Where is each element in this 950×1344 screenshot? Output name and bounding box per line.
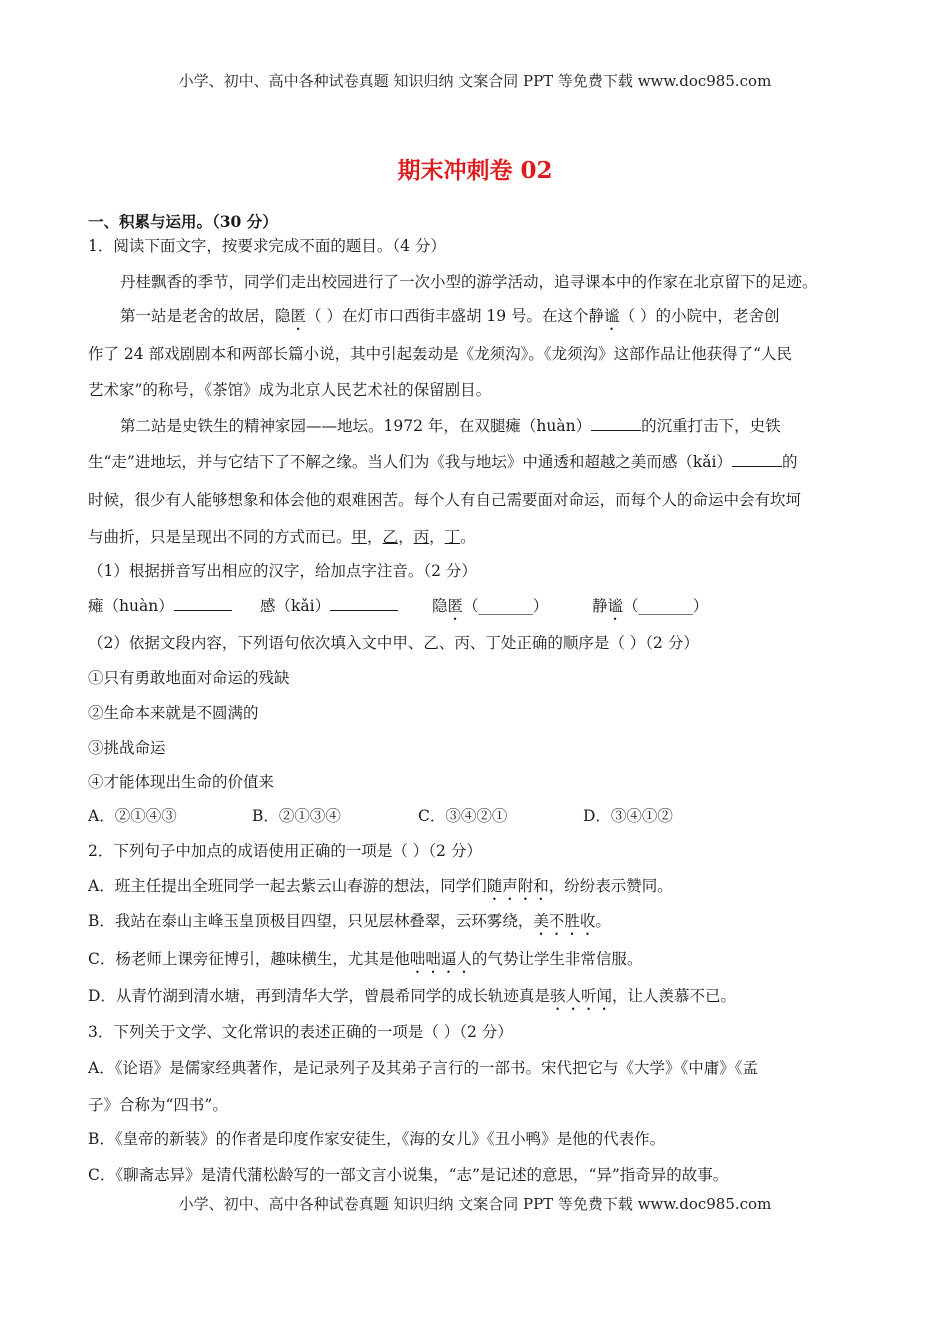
fill-row: 隐匿（_______） (432, 597, 549, 615)
list-item: ②生命本来就是不圆满的 (88, 704, 259, 722)
option-c[interactable]: C．③④②① (418, 807, 508, 825)
option-a[interactable]: A．班主任提出全班同学一起去紫云山春游的想法，同学们随声附和，纷纷表示赞同。 (88, 877, 673, 895)
list-item: ④才能体现出生命的价值来 (88, 773, 275, 791)
dotted-char: 匿 (290, 307, 307, 325)
option-a[interactable]: A．②①④③ (88, 807, 177, 825)
blank-jia: 甲 (351, 528, 368, 546)
passage-line: 作了 24 部戏剧剧本和两部长篇小说，其中引起轰动是《龙须沟》。《龙须沟》这部作品让他获得了“人民 (88, 345, 793, 363)
question-3-stem: 3．下列关于文学、文化常识的表述正确的一项是（ ）（2 分） (88, 1023, 513, 1041)
dotted-idiom: 骇人听闻 (549, 987, 612, 1005)
fill-blank[interactable] (174, 596, 232, 611)
question-2-stem: 2．下列句子中加点的成语使用正确的一项是（ ）（2 分） (88, 842, 482, 860)
passage-line: 艺术家”的称号，《茶馆》成为北京人民艺术社的保留剧目。 (88, 381, 492, 399)
page-title: 期末冲刺卷 02 (397, 157, 553, 184)
option-b[interactable]: B．②①③④ (252, 807, 341, 825)
option-b[interactable]: B．《皇帝的新装》的作者是印度作家安徒生，《海的女儿》《丑小鸭》是他的代表作。 (88, 1130, 666, 1148)
page-footer: 小学、初中、高中各种试卷真题 知识归纳 文案合同 PPT 等免费下载 www.doc985.com (178, 1195, 772, 1213)
blank-bing: 丙 (413, 528, 430, 546)
section-heading: 一、积累与运用。（30 分） (88, 212, 278, 231)
passage-line: 时候，很少有人能够想象和体会他的艰难困苦。每个人有自己需要面对命运，而每个人的命运中会有坎坷 (88, 491, 802, 509)
option-c[interactable]: C．《聊斋志异》是清代蒲松龄写的一部文言小说集，“志”是记述的意思，“异”指奇异的故事。 (88, 1166, 729, 1184)
question-1-stem: 1．阅读下面文字，按要求完成不面的题目。（4 分） (88, 237, 446, 255)
passage-line: 第二站是史铁生的精神家园——地坛。1972 年，在双腿瘫（huàn） 的沉重打击下，史铁 (120, 417, 781, 435)
option-d[interactable]: D．从青竹湖到清水塘，再到清华大学，曾晨希同学的成长轨迹真是骇人听闻，让人羡慕不已。 (88, 987, 736, 1005)
passage-line: 第一站是老舍的故居，隐匿（ ）在灯市口西街丰盛胡 19 号。在这个静谧（ ）的小院中，老舍创 (120, 307, 780, 325)
sub-question-1: （1）根据拼音写出相应的汉字，给加点字注音。（2 分） (88, 562, 477, 580)
list-item: ③挑战命运 (88, 739, 166, 757)
fill-blank[interactable] (732, 452, 782, 467)
page-header: 小学、初中、高中各种试卷真题 知识归纳 文案合同 PPT 等免费下载 www.doc985.com (178, 72, 772, 90)
fill-row: 瘫（huàn） (88, 596, 232, 616)
passage-line: 生“走”进地坛，并与它结下了不解之缘。当人们为《我与地坛》中通透和超越之美而感（kǎi） 的 (88, 453, 798, 471)
option-c[interactable]: C．杨老师上课旁征博引，趣味横生，尤其是他咄咄逼人的气势让学生非常信服。 (88, 950, 643, 968)
fill-blank[interactable] (591, 416, 641, 431)
option-b[interactable]: B．我站在泰山主峰玉皇顶极目四望，只见层林叠翠，云环雾绕，美不胜收。 (88, 912, 611, 930)
dotted-idiom: 美不胜收 (533, 912, 596, 930)
dotted-char: 谧 (604, 307, 620, 325)
blank-ding: 丁 (444, 528, 461, 546)
fill-blank[interactable] (330, 596, 398, 611)
sub-question-2: （2）依据文段内容，下列语句依次填入文中甲、乙、丙、丁处正确的顺序是（ ）（2 分） (88, 634, 699, 652)
passage-line: 丹桂飘香的季节，同学们走出校园进行了一次小型的游学活动，追寻课本中的作家在北京留下的足迹。 (120, 273, 818, 291)
dotted-idiom: 随声附和 (486, 877, 549, 895)
blank-yi: 乙 (382, 528, 399, 546)
list-item: ①只有勇敢地面对命运的残缺 (88, 669, 290, 687)
dotted-idiom: 咄咄逼人 (409, 950, 472, 968)
fill-row: 静谧（_______） (592, 597, 709, 615)
option-a[interactable]: A．《论语》是儒家经典著作，是记录列子及其弟子言行的一部书。宋代把它与《大学》《中庸》《孟 (88, 1059, 758, 1077)
option-a-continued: 子》合称为“四书”。 (88, 1096, 228, 1114)
fill-row: 感（kǎi） (260, 596, 398, 616)
passage-line: 与曲折，只是呈现出不同的方式而已。甲，乙，丙，丁。 (88, 528, 476, 546)
option-d[interactable]: D．③④①② (583, 807, 673, 825)
